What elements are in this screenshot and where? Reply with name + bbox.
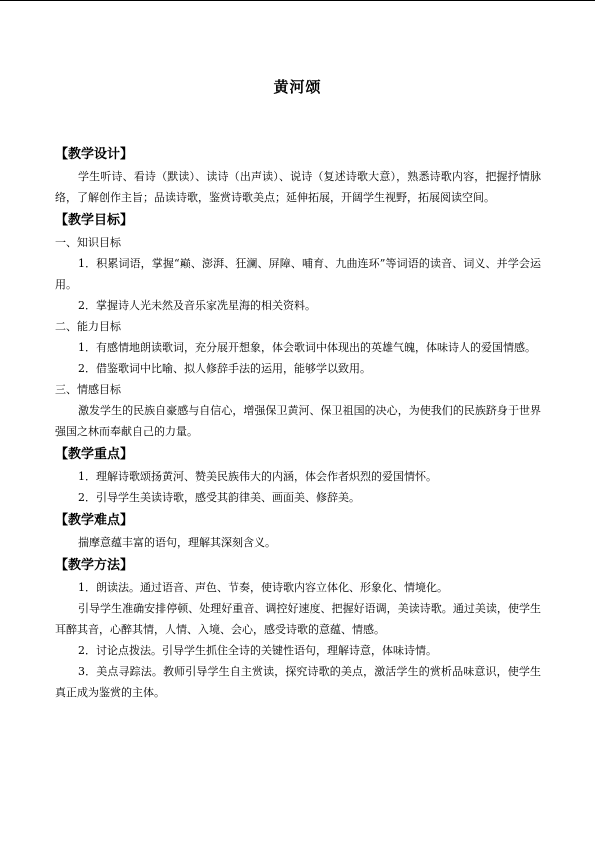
section-heading-goals: 【教学目标】 [55, 213, 134, 228]
key-item: 2．引导学生美读诗歌，感受其韵律美、画面美、修辞美。 [78, 491, 360, 504]
section-heading-key: 【教学重点】 [55, 447, 134, 462]
page-title: 黄河颂 [273, 78, 322, 96]
difficulty-item: 揣摩意蕴丰富的语句，理解其深刻含义。 [78, 536, 276, 549]
method-item: 引导学生准确安排停顿、处理好重音、调控好速度、把握好语调，美读诗歌。通过美读，使学生耳醉其音，心醉其情，人情、入境、会心，感受诗歌的意蕴、情感。 [55, 602, 541, 636]
subheading-knowledge: 一、知识目标 [55, 236, 121, 249]
goal-item: 1．积累词语，掌握“巅、澎湃、狂澜、屏障、哺育、九曲连环”等词语的读音、词义、并学会运用。 [55, 257, 541, 291]
key-item: 1．理解诗歌颂扬黄河、赞美民族伟大的内涵，体会作者炽烈的爱国情怀。 [78, 470, 437, 483]
document-body [55, 142, 541, 703]
goal-item: 2．借鉴歌词中比喻、拟人修辞手法的运用，能够学以致用。 [78, 362, 371, 375]
design-paragraph: 学生听诗、看诗（默读）、读诗（出声读）、说诗（复述诗歌大意），熟悉诗歌内容，把握抒情脉络，了解创作主旨；品读诗歌，鉴赏诗歌美点；延伸拓展，开阔学生视野，拓展阅读空间。 [55, 170, 541, 204]
top-rule [0, 0, 595, 1]
method-item: 1．朗读法。通过语音、声色、节奏，使诗歌内容立体化、形象化、情境化。 [78, 581, 448, 594]
goal-item: 2．掌握诗人光未然及音乐家冼星海的相关资料。 [78, 299, 316, 312]
method-item: 2．讨论点拨法。引导学生抓住全诗的关键性语句，理解诗意，体味诗情。 [78, 644, 437, 657]
method-item: 3．美点寻踪法。教师引导学生自主赏读，探究诗歌的美点，激活学生的赏析品味意识，使学生真正成为鉴赏的主体。 [55, 665, 541, 699]
section-heading-design: 【教学设计】 [55, 147, 134, 162]
section-heading-methods: 【教学方法】 [55, 558, 134, 573]
subheading-emotion: 三、情感目标 [55, 383, 121, 396]
section-heading-difficulty: 【教学难点】 [55, 513, 134, 528]
goal-item: 1．有感情地朗读歌词，充分展开想象，体会歌词中体现出的英雄气魄，体味诗人的爱国情感。 [78, 341, 536, 354]
goal-item: 激发学生的民族自豪感与自信心，增强保卫黄河、保卫祖国的决心，为使我们的民族跻身于世界强国之林而奉献自己的力量。 [55, 404, 541, 438]
subheading-ability: 二、能力目标 [55, 320, 121, 333]
